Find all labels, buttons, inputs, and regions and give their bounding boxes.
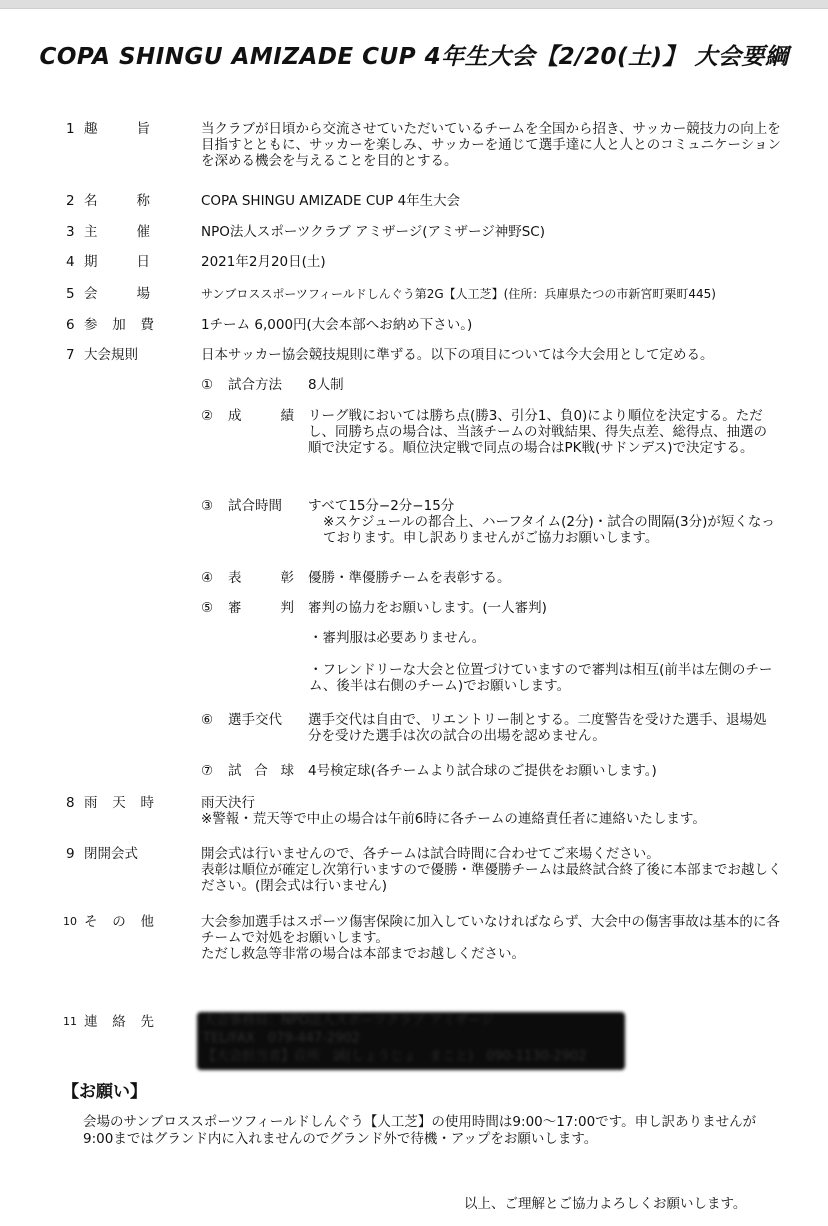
section-number: 8 bbox=[66, 795, 75, 811]
rule-text: 4号検定球(各チームより試合球のご提供をお願いします。) bbox=[308, 763, 657, 779]
section-label: 会 場 bbox=[84, 286, 150, 302]
section-text bbox=[201, 846, 791, 894]
rule-text bbox=[308, 498, 778, 546]
rule-text-main: すべて15分−2分−15分 bbox=[308, 498, 455, 514]
redacted-line: 大会事務局：NPO法人スポーツクラブ アミザージ bbox=[203, 1013, 495, 1028]
section-number: 3 bbox=[66, 224, 75, 240]
section-text: COPA SHINGU AMIZADE CUP 4年生大会 bbox=[201, 193, 461, 209]
section-line: 開会式は行いませんので、各チームは試合時間に合わせてご来場ください。 bbox=[201, 846, 660, 862]
section-line: 表彰は順位が確定し次第行いますので優勝・準優勝チームは最終試合終了後に本部までお越しください。(閉会式は行いません) bbox=[201, 862, 782, 894]
section-text: 1チーム 6,000円(大会本部へお納め下さい。) bbox=[201, 317, 473, 333]
window-top-bar bbox=[0, 0, 828, 9]
rule-text: 8人制 bbox=[308, 377, 344, 393]
section-label: 参 加 費 bbox=[84, 317, 154, 333]
rule-label: 試合方法 bbox=[228, 377, 282, 393]
section-number: 2 bbox=[66, 193, 75, 209]
rule-label: 成 績 bbox=[228, 408, 294, 424]
rule-label: 試 合 球 bbox=[228, 763, 294, 779]
section-line: 大会参加選手はスポーツ傷害保険に加入していなければならず、大会中の傷害事故は基本的に各チームで対処をお願いします。 bbox=[201, 914, 780, 946]
section-number: 11 bbox=[63, 1015, 77, 1028]
section-label: 閉開会式 bbox=[84, 846, 138, 862]
section-label: 主 催 bbox=[84, 224, 150, 240]
rule-text: 審判の協力をお願いします。(一人審判) bbox=[308, 600, 547, 616]
section-label: 雨 天 時 bbox=[84, 795, 154, 811]
rule-label: 試合時間 bbox=[228, 498, 282, 514]
section-label: 連 絡 先 bbox=[84, 1014, 154, 1030]
rule-number: ⑥ bbox=[201, 712, 214, 728]
redacted-line: TEL/FAX 079-447-2902 bbox=[203, 1031, 360, 1046]
section-number: 9 bbox=[66, 846, 75, 862]
rule-number: ⑦ bbox=[201, 763, 214, 779]
section-text: 2021年2月20日(土) bbox=[201, 254, 326, 270]
rule-label: 表 彰 bbox=[228, 570, 294, 586]
section-text: サンブロススポーツフィールドしんぐう第2G【人工芝】(住所：兵庫県たつの市新宮町栗町445) bbox=[201, 287, 716, 301]
section-label: 期 日 bbox=[84, 254, 150, 270]
section-number: 6 bbox=[66, 317, 75, 333]
request-text: 会場のサンブロススポーツフィールドしんぐう【人工芝】の使用時間は9:00～17:00です。申し訳ありませんが9:00まではグランド内に入れませんのでグランド外で待機・アップをお願いします。 bbox=[83, 1114, 757, 1147]
page-title: COPA SHINGU AMIZADE CUP 4年生大会【2/20(土)】 大会要綱 bbox=[39, 44, 789, 70]
redacted-contact-block bbox=[197, 1012, 625, 1070]
redacted-line: 【大会担当者】荘所 誠(しょうじょ まこと) 090-1130-2902 bbox=[203, 1049, 587, 1064]
section-line: ※警報・荒天等で中止の場合は午前6時に各チームの連絡責任者に連絡いたします。 bbox=[201, 811, 706, 827]
section-number: 4 bbox=[66, 254, 75, 270]
rule-note: ※スケジュールの都合上、ハーフタイム(2分)・試合の間隔(3分)が短くなっております。申し訳ありませんがご協力お願いします。 bbox=[323, 514, 775, 546]
closing-text: 以上、ご理解とご協力よろしくお願いします。 bbox=[464, 1196, 747, 1212]
section-label: そ の 他 bbox=[84, 914, 154, 930]
section-label: 名 称 bbox=[84, 193, 150, 209]
rule-number: ③ bbox=[201, 498, 214, 514]
rule-label: 審 判 bbox=[228, 600, 294, 616]
section-number: 7 bbox=[66, 347, 75, 363]
bullet-text: ・フレンドリーな大会と位置づけていますので審判は相互(前半は左側のチーム、後半は右側のチーム)でお願いします。 bbox=[309, 662, 773, 694]
rule-number: ④ bbox=[201, 570, 214, 586]
section-number: 1 bbox=[66, 121, 75, 137]
rule-text: リーグ戦においては勝ち点(勝3、引分1、負0)により順位を決定する。ただし、同勝ち点の場合は、当該チームの対戦結果、得失点差、総得点、抽選の順で決定する。順位決定戦で同点の場合はPK戦(サドンデス)で決定する。 bbox=[308, 408, 767, 456]
section-text bbox=[201, 914, 791, 962]
section-line: 雨天決行 bbox=[201, 795, 255, 811]
request-heading: 【お願い】 bbox=[62, 1082, 147, 1102]
rule-text: 優勝・準優勝チームを表彰する。 bbox=[308, 570, 511, 586]
section-label: 大会規則 bbox=[84, 347, 138, 363]
rule-label: 選手交代 bbox=[228, 712, 282, 728]
section-text: 日本サッカー協会競技規則に準ずる。以下の項目については今大会用として定める。 bbox=[201, 347, 714, 363]
section-text: 当クラブが日頃から交流させていただいているチームを全国から招き、サッカー競技力の向上を目指すとともに、サッカーを楽しみ、サッカーを通じて選手達に人と人とのコミュニケーションを深める機会を与えることを目的とする。 bbox=[201, 121, 781, 169]
section-number: 10 bbox=[63, 915, 77, 928]
section-number: 5 bbox=[66, 286, 75, 302]
section-line: ただし救急等非常の場合は本部までお越しください。 bbox=[201, 946, 525, 962]
bullet-text: ・審判服は必要ありません。 bbox=[309, 630, 486, 646]
rule-number: ① bbox=[201, 377, 214, 393]
section-text: NPO法人スポーツクラブ アミザージ(アミザージ神野SC) bbox=[201, 224, 545, 240]
rule-text: 選手交代は自由で、リエントリー制とする。二度警告を受けた選手、退場処分を受けた選手は次の試合の出場を認めません。 bbox=[308, 712, 767, 744]
rule-number: ⑤ bbox=[201, 600, 214, 616]
section-text bbox=[201, 795, 791, 827]
section-label: 趣 旨 bbox=[84, 121, 150, 137]
rule-number: ② bbox=[201, 408, 214, 424]
